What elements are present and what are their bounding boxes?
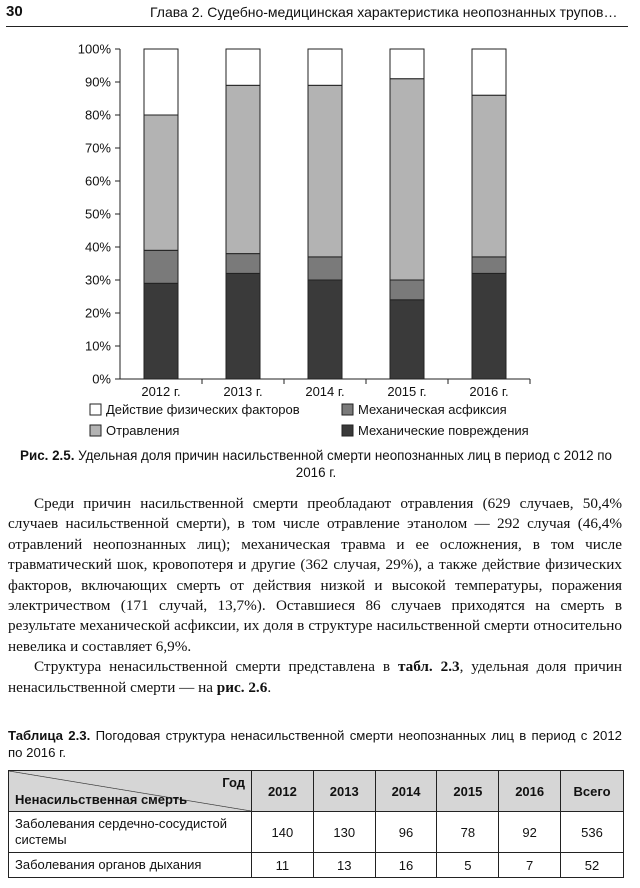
y-tick-label: 70% <box>84 140 111 156</box>
column-header: 2013 <box>313 771 375 812</box>
legend-label: Действие физических факторов <box>106 402 300 417</box>
table-cell: 130 <box>313 812 375 853</box>
y-tick-label: 80% <box>84 107 111 123</box>
bar-segment <box>308 85 342 257</box>
paragraph-2-end: . <box>267 678 272 696</box>
page-header <box>0 0 640 30</box>
figure-caption-text: Удельная доля причин насильственной смерти неопознанных лиц в период с 2012 по 2016 г. <box>78 448 612 480</box>
legend-swatch <box>90 404 101 415</box>
column-header: 2015 <box>437 771 499 812</box>
table-cell: 5 <box>437 853 499 878</box>
paragraph-2-start: Структура ненасильственной смерти представлена в <box>34 658 391 676</box>
table-row <box>9 812 624 853</box>
y-tick-label: 40% <box>84 239 111 255</box>
bar-segment <box>390 79 424 280</box>
table-row <box>9 853 624 878</box>
row-label: Заболевания сердечно-сосудистой системы <box>9 812 252 853</box>
table-cell: 96 <box>375 812 437 853</box>
table-reference: табл. 2.3 <box>397 658 460 676</box>
bar-segment <box>472 49 506 95</box>
table-cell: 16 <box>375 853 437 878</box>
legend-swatch <box>90 425 101 436</box>
row-label: Заболевания органов дыхания <box>9 853 252 878</box>
bar-segment <box>472 95 506 257</box>
running-title: Глава 2. Судебно-медицинская характеристика неопознанных трупов… <box>150 4 618 20</box>
column-header: Всего <box>561 771 624 812</box>
bar-segment <box>308 257 342 280</box>
x-tick-label: 2012 г. <box>141 384 181 399</box>
x-tick-label: 2013 г. <box>223 384 263 399</box>
corner-bottom-label: Ненасильственная смерть <box>15 792 188 807</box>
paragraph-1: Среди причин насильственной смерти преобладают отравления (629 случаев, 50,4% случаев насильственной смерти), в том числе отравление этанолом — 292 случая (46,4% отравлений неопознанных лиц); механическая травма и ее осложнения, в том числе травматический шок, кровопотеря и другие (362 случая, 29%), а также действие физических факторов, включающих смерть от действия низкой и высокой температуры, поражения электричеством (171 случай, 13,7%). Оставшиеся 86 случаев приходятся на смерть в результате механической асфиксии, их доля в структуре насильственной смерти относительно невелика и составляет 6,9%. <box>8 495 622 655</box>
table-caption-text: Погодовая структура ненасильственной смерти неопознанных лиц в период с 2012 по 2016 г. <box>8 728 622 760</box>
bar-segment <box>144 49 178 115</box>
legend-label: Отравления <box>106 423 180 438</box>
y-tick-label: 20% <box>84 305 111 321</box>
table-cell: 7 <box>499 853 561 878</box>
figure-caption <box>8 447 624 481</box>
table-cell: 13 <box>313 853 375 878</box>
y-tick-label: 50% <box>84 206 111 222</box>
bar-segment <box>144 115 178 250</box>
bar-segment <box>226 85 260 253</box>
bar-segment <box>144 250 178 283</box>
bar-segment <box>390 300 424 379</box>
table-cell: 140 <box>252 812 314 853</box>
y-tick-label: 0% <box>92 371 111 387</box>
y-tick-label: 100% <box>77 41 111 57</box>
page-number: 30 <box>6 3 23 20</box>
legend-swatch <box>342 404 353 415</box>
stacked-bar-chart <box>0 32 640 444</box>
table-label: Таблица 2.3. <box>8 728 91 743</box>
figure-label: Рис. 2.5. <box>20 448 75 463</box>
y-tick-label: 60% <box>84 173 111 189</box>
y-tick-label: 30% <box>84 272 111 288</box>
paragraph-2 <box>8 657 622 698</box>
column-header: 2012 <box>252 771 314 812</box>
x-tick-label: 2015 г. <box>387 384 427 399</box>
table-header-row <box>9 771 624 812</box>
bar-segment <box>308 280 342 379</box>
table-corner-cell <box>9 771 252 812</box>
column-header: 2014 <box>375 771 437 812</box>
y-tick-label: 90% <box>84 74 111 90</box>
header-rule <box>6 26 628 27</box>
legend-label: Механические повреждения <box>358 423 529 438</box>
table-caption <box>8 727 622 761</box>
corner-top-label: Год <box>222 775 245 790</box>
bar-segment <box>390 280 424 300</box>
bar-segment <box>472 257 506 274</box>
bar-segment <box>308 49 342 85</box>
body-text <box>8 494 622 698</box>
figure-reference: рис. 2.6 <box>216 678 268 696</box>
bar-segment <box>226 254 260 274</box>
bar-segment <box>390 49 424 79</box>
bar-segment <box>226 49 260 85</box>
bar-segment <box>472 273 506 379</box>
x-tick-label: 2016 г. <box>469 384 509 399</box>
table-cell: 78 <box>437 812 499 853</box>
legend-swatch <box>342 425 353 436</box>
table-cell: 52 <box>561 853 624 878</box>
paragraph-2-mid: , удельная доля причин ненасильственной смерти — на <box>8 658 622 696</box>
bar-segment <box>144 283 178 379</box>
legend-label: Механическая асфиксия <box>358 402 507 417</box>
y-tick-label: 10% <box>84 338 111 354</box>
data-table <box>8 770 624 878</box>
x-tick-label: 2014 г. <box>305 384 345 399</box>
table-cell: 536 <box>561 812 624 853</box>
column-header: 2016 <box>499 771 561 812</box>
table-cell: 11 <box>252 853 314 878</box>
table-cell: 92 <box>499 812 561 853</box>
bar-segment <box>226 273 260 379</box>
